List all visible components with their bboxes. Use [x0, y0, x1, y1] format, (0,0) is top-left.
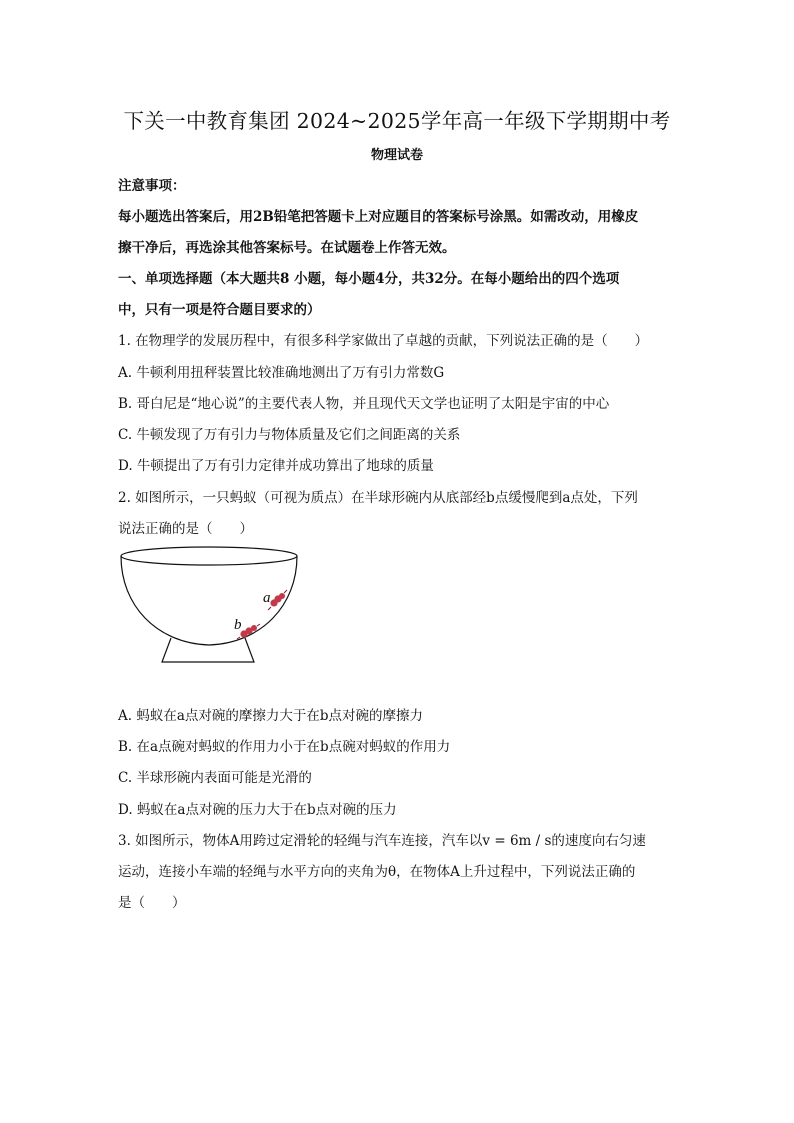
question-2-option-d: D. 蚂蚁在a点对碗的压力大于在b点对碗的压力	[118, 802, 397, 818]
bowl-body	[121, 556, 297, 645]
question-2-option-b: B. 在a点碗对蚂蚁的作用力小于在b点碗对蚂蚁的作用力	[118, 739, 451, 755]
question-1-option-c: C. 牛顿发现了万有引力与物体质量及它们之间距离的关系	[118, 427, 461, 443]
section-heading: 一、单项选择题（本大题共8 小题，每小题4分，共32分。在每小题给出的四个选项	[118, 271, 620, 287]
exam-title: 下关一中教育集团 2024~2025学年高一年级下学期期中考	[123, 109, 671, 133]
ant-a-icon	[268, 590, 287, 610]
question-1-option-b: B. 哥白尼是“地心说”的主要代表人物，并且现代天文学也证明了太阳是宇宙的中心	[118, 396, 610, 412]
section-heading: 中，只有一项是符合题目要求的）	[118, 302, 321, 318]
question-2-option-a: A. 蚂蚁在a点对碗的摩擦力大于在b点对碗的摩擦力	[118, 708, 424, 724]
question-1-option-a: A. 牛顿利用扭秤装置比较准确地测出了万有引力常数G	[118, 365, 445, 381]
exam-subtitle: 物理试卷	[370, 148, 423, 163]
question-3-stem: 是（ ）	[118, 895, 186, 911]
bowl-figure	[116, 545, 306, 669]
point-b-label: b	[234, 617, 242, 633]
notice-line: 擦干净后，再选涂其他答案标号。在试题卷上作答无效。	[118, 240, 456, 256]
notice-heading: 注意事项：	[118, 178, 186, 194]
question-3-stem: 3. 如图所示，物体A用跨过定滑轮的轻绳与汽车连接，汽车以v = 6m / s的速度向右匀速	[118, 833, 646, 849]
question-1-stem: 1. 在物理学的发展历程中，有很多科学家做出了卓越的贡献，下列说法正确的是（ ）	[118, 333, 649, 349]
notice-line: 每小题选出答案后，用2B铅笔把答题卡上对应题目的答案标号涂黑。如需改动，用橡皮	[118, 209, 639, 225]
question-2-stem: 2. 如图所示，一只蚂蚁（可视为质点）在半球形碗内从底部经b点缓慢爬到a点处，下列	[118, 490, 638, 506]
question-1-option-d: D. 牛顿提出了万有引力定律并成功算出了地球的质量	[118, 458, 434, 474]
question-2-option-c: C. 半球形碗内表面可能是光滑的	[118, 770, 312, 786]
bowl-rim	[121, 547, 297, 565]
bowl-stand	[162, 638, 254, 662]
question-3-stem: 运动，连接小车端的轻绳与水平方向的夹角为θ，在物体A上升过程中，下列说法正确的	[118, 864, 636, 880]
question-2-stem: 说法正确的是（ ）	[118, 521, 253, 537]
bowl-diagram	[116, 545, 306, 665]
point-a-label: a	[263, 590, 271, 606]
